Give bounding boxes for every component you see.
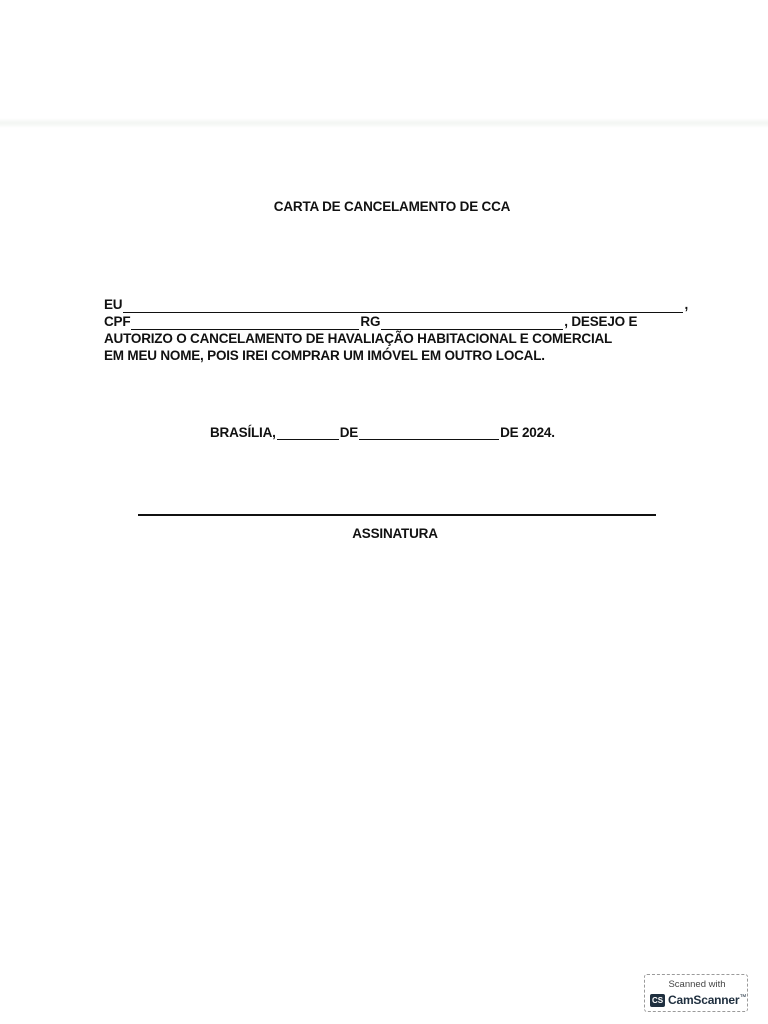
rg-label: RG bbox=[360, 314, 381, 329]
watermark-top-text: Scanned with bbox=[668, 979, 726, 990]
body-line-4: EM MEU NOME, POIS IREI COMPRAR UM IMÓVEL EM OUTRO LOCAL. bbox=[104, 348, 545, 363]
watermark-brand: CamScanner bbox=[668, 993, 740, 1007]
document-body bbox=[104, 296, 688, 364]
rg-blank bbox=[381, 316, 563, 330]
desejo-text: , DESEJO E bbox=[564, 314, 638, 329]
name-blank bbox=[123, 299, 683, 313]
camscanner-watermark bbox=[644, 974, 748, 1012]
camscanner-logo-icon: CS bbox=[651, 995, 664, 1005]
watermark-trademark: ™ bbox=[739, 994, 747, 1001]
document-title: CARTA DE CANCELAMENTO DE CCA bbox=[273, 199, 511, 214]
eu-label: EU bbox=[104, 297, 123, 312]
watermark-brand-row bbox=[650, 993, 746, 1007]
name-line-comma: , bbox=[684, 297, 688, 312]
day-blank bbox=[277, 426, 339, 440]
body-line-3: AUTORIZO O CANCELAMENTO DE HAVALIAÇÃO HABITACIONAL E COMERCIAL bbox=[104, 331, 613, 346]
year-label: DE 2024. bbox=[500, 425, 555, 440]
city-label: BRASÍLIA, bbox=[210, 425, 276, 440]
name-line bbox=[104, 296, 688, 313]
signature-label: ASSINATURA bbox=[352, 526, 438, 541]
date-line bbox=[210, 423, 555, 440]
cpf-rg-line bbox=[104, 313, 688, 330]
cpf-blank bbox=[131, 316, 359, 330]
de-label-1: DE bbox=[339, 425, 359, 440]
month-blank bbox=[359, 426, 499, 440]
scan-artifact-band bbox=[0, 118, 768, 128]
signature-line bbox=[138, 514, 656, 516]
cpf-label: CPF bbox=[104, 314, 131, 329]
